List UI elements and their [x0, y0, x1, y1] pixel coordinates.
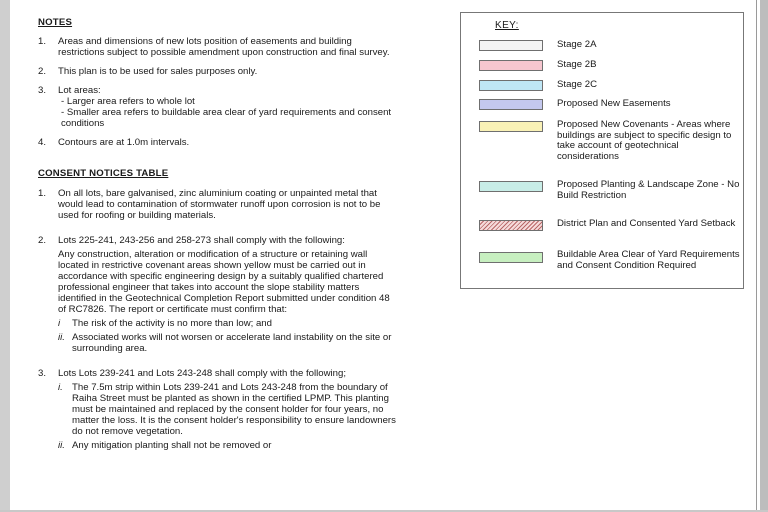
stage-2b-swatch	[479, 60, 543, 71]
left-frame-edge	[0, 0, 10, 512]
note-sub-item: - Larger area refers to whole lot	[61, 96, 195, 107]
consent-paragraph: Any construction, alteration or modification of a structure or retaining wall located in restrictive covenant areas shown yellow must be carried out in accordance with specific engineering design by a suitably qualified chartered professional engineer that takes into account the slope stability matters identified in the Geotechnical Completion Report submitted under condition 48 of RC7826. The report or certificate must confirm that:	[58, 249, 390, 315]
note-text: Contours are at 1.0m intervals.	[58, 137, 190, 148]
roman-numeral: ii.	[58, 440, 65, 451]
note-number: 1.	[38, 36, 47, 47]
note-3	[38, 85, 398, 129]
stage-2a-label: Stage 2A	[557, 39, 597, 50]
stage-2a-swatch	[479, 40, 543, 51]
easements-swatch	[479, 99, 543, 110]
key-title: KEY:	[495, 20, 519, 31]
note-text: This plan is to be used for sales purposes only.	[58, 66, 258, 77]
note-sub-item: - Smaller area refers to buildable area clear of yard requirements and consent conditions	[61, 107, 392, 129]
key-legend	[460, 12, 744, 289]
consent-number: 2.	[38, 235, 47, 246]
stage-2c-swatch	[479, 80, 543, 91]
note-text: Lot areas:	[58, 85, 101, 96]
consent-sub-item	[58, 382, 398, 437]
consent-sub-item	[58, 440, 398, 451]
stage-2b-label: Stage 2B	[557, 59, 597, 70]
covenants-swatch	[479, 121, 543, 132]
consent-item-1	[38, 188, 398, 221]
note-number: 3.	[38, 85, 47, 96]
covenants-label: Proposed New Covenants - Areas where buildings are subject to specific design to take account of geotechnical considerations	[557, 119, 732, 162]
note-text: Areas and dimensions of new lots position of easements and building restrictions subject to possible amendment upon construction and final survey.	[58, 36, 390, 58]
note-number: 4.	[38, 137, 47, 148]
note-2	[38, 66, 398, 77]
consent-sub-text: Any mitigation planting shall not be removed or	[72, 440, 272, 451]
roman-numeral: i.	[58, 382, 63, 393]
note-1	[38, 36, 398, 58]
consent-item-2	[38, 235, 398, 354]
easements-label: Proposed New Easements	[557, 98, 671, 109]
yard-setback-label: District Plan and Consented Yard Setback	[557, 218, 736, 229]
consent-number: 1.	[38, 188, 47, 199]
consent-sub-text: Associated works will not worsen or accelerate land instability on the site or surrounding area.	[72, 332, 392, 354]
consent-text: Lots Lots 239-241 and Lots 243-248 shall comply with the following;	[58, 368, 346, 379]
consent-text: On all lots, bare galvanised, zinc aluminium coating or unpainted metal that would lead to contamination of stormwater runoff upon corrosion is not to be used for roofing or building materials.	[58, 188, 381, 221]
consent-sub-text: The risk of the activity is no more than low; and	[72, 318, 272, 329]
consent-heading: CONSENT NOTICES TABLE	[38, 168, 169, 179]
buildable-area-swatch	[479, 252, 543, 263]
right-frame-line	[756, 0, 757, 512]
planting-zone-swatch	[479, 181, 543, 192]
consent-text: Lots 225-241, 243-256 and 258-273 shall comply with the following:	[58, 235, 345, 246]
note-number: 2.	[38, 66, 47, 77]
stage-2c-label: Stage 2C	[557, 79, 598, 90]
note-4	[38, 137, 398, 148]
yard-setback-swatch	[479, 220, 543, 231]
consent-sub-item	[58, 318, 398, 329]
consent-item-3	[38, 368, 398, 451]
consent-sub-item	[58, 332, 398, 354]
roman-numeral: ii.	[58, 332, 65, 343]
consent-sub-text: The 7.5m strip within Lots 239-241 and Lots 243-248 from the boundary of Raiha Street must be planted as shown in the certified LPMP. This planting must be maintained and replaced by the consent holder for four years, no matter the loss. It is the consent holder's responsibility to ensure landowners do not remove vegetation.	[72, 382, 396, 437]
notes-column	[38, 17, 398, 451]
consent-number: 3.	[38, 368, 47, 379]
notes-heading: NOTES	[38, 17, 73, 28]
buildable-area-label: Buildable Area Clear of Yard Requirements and Consent Condition Required	[557, 249, 740, 271]
right-frame-edge	[760, 0, 768, 512]
roman-numeral: i	[58, 318, 61, 329]
planting-zone-label: Proposed Planting & Landscape Zone - No Build Restriction	[557, 179, 740, 201]
